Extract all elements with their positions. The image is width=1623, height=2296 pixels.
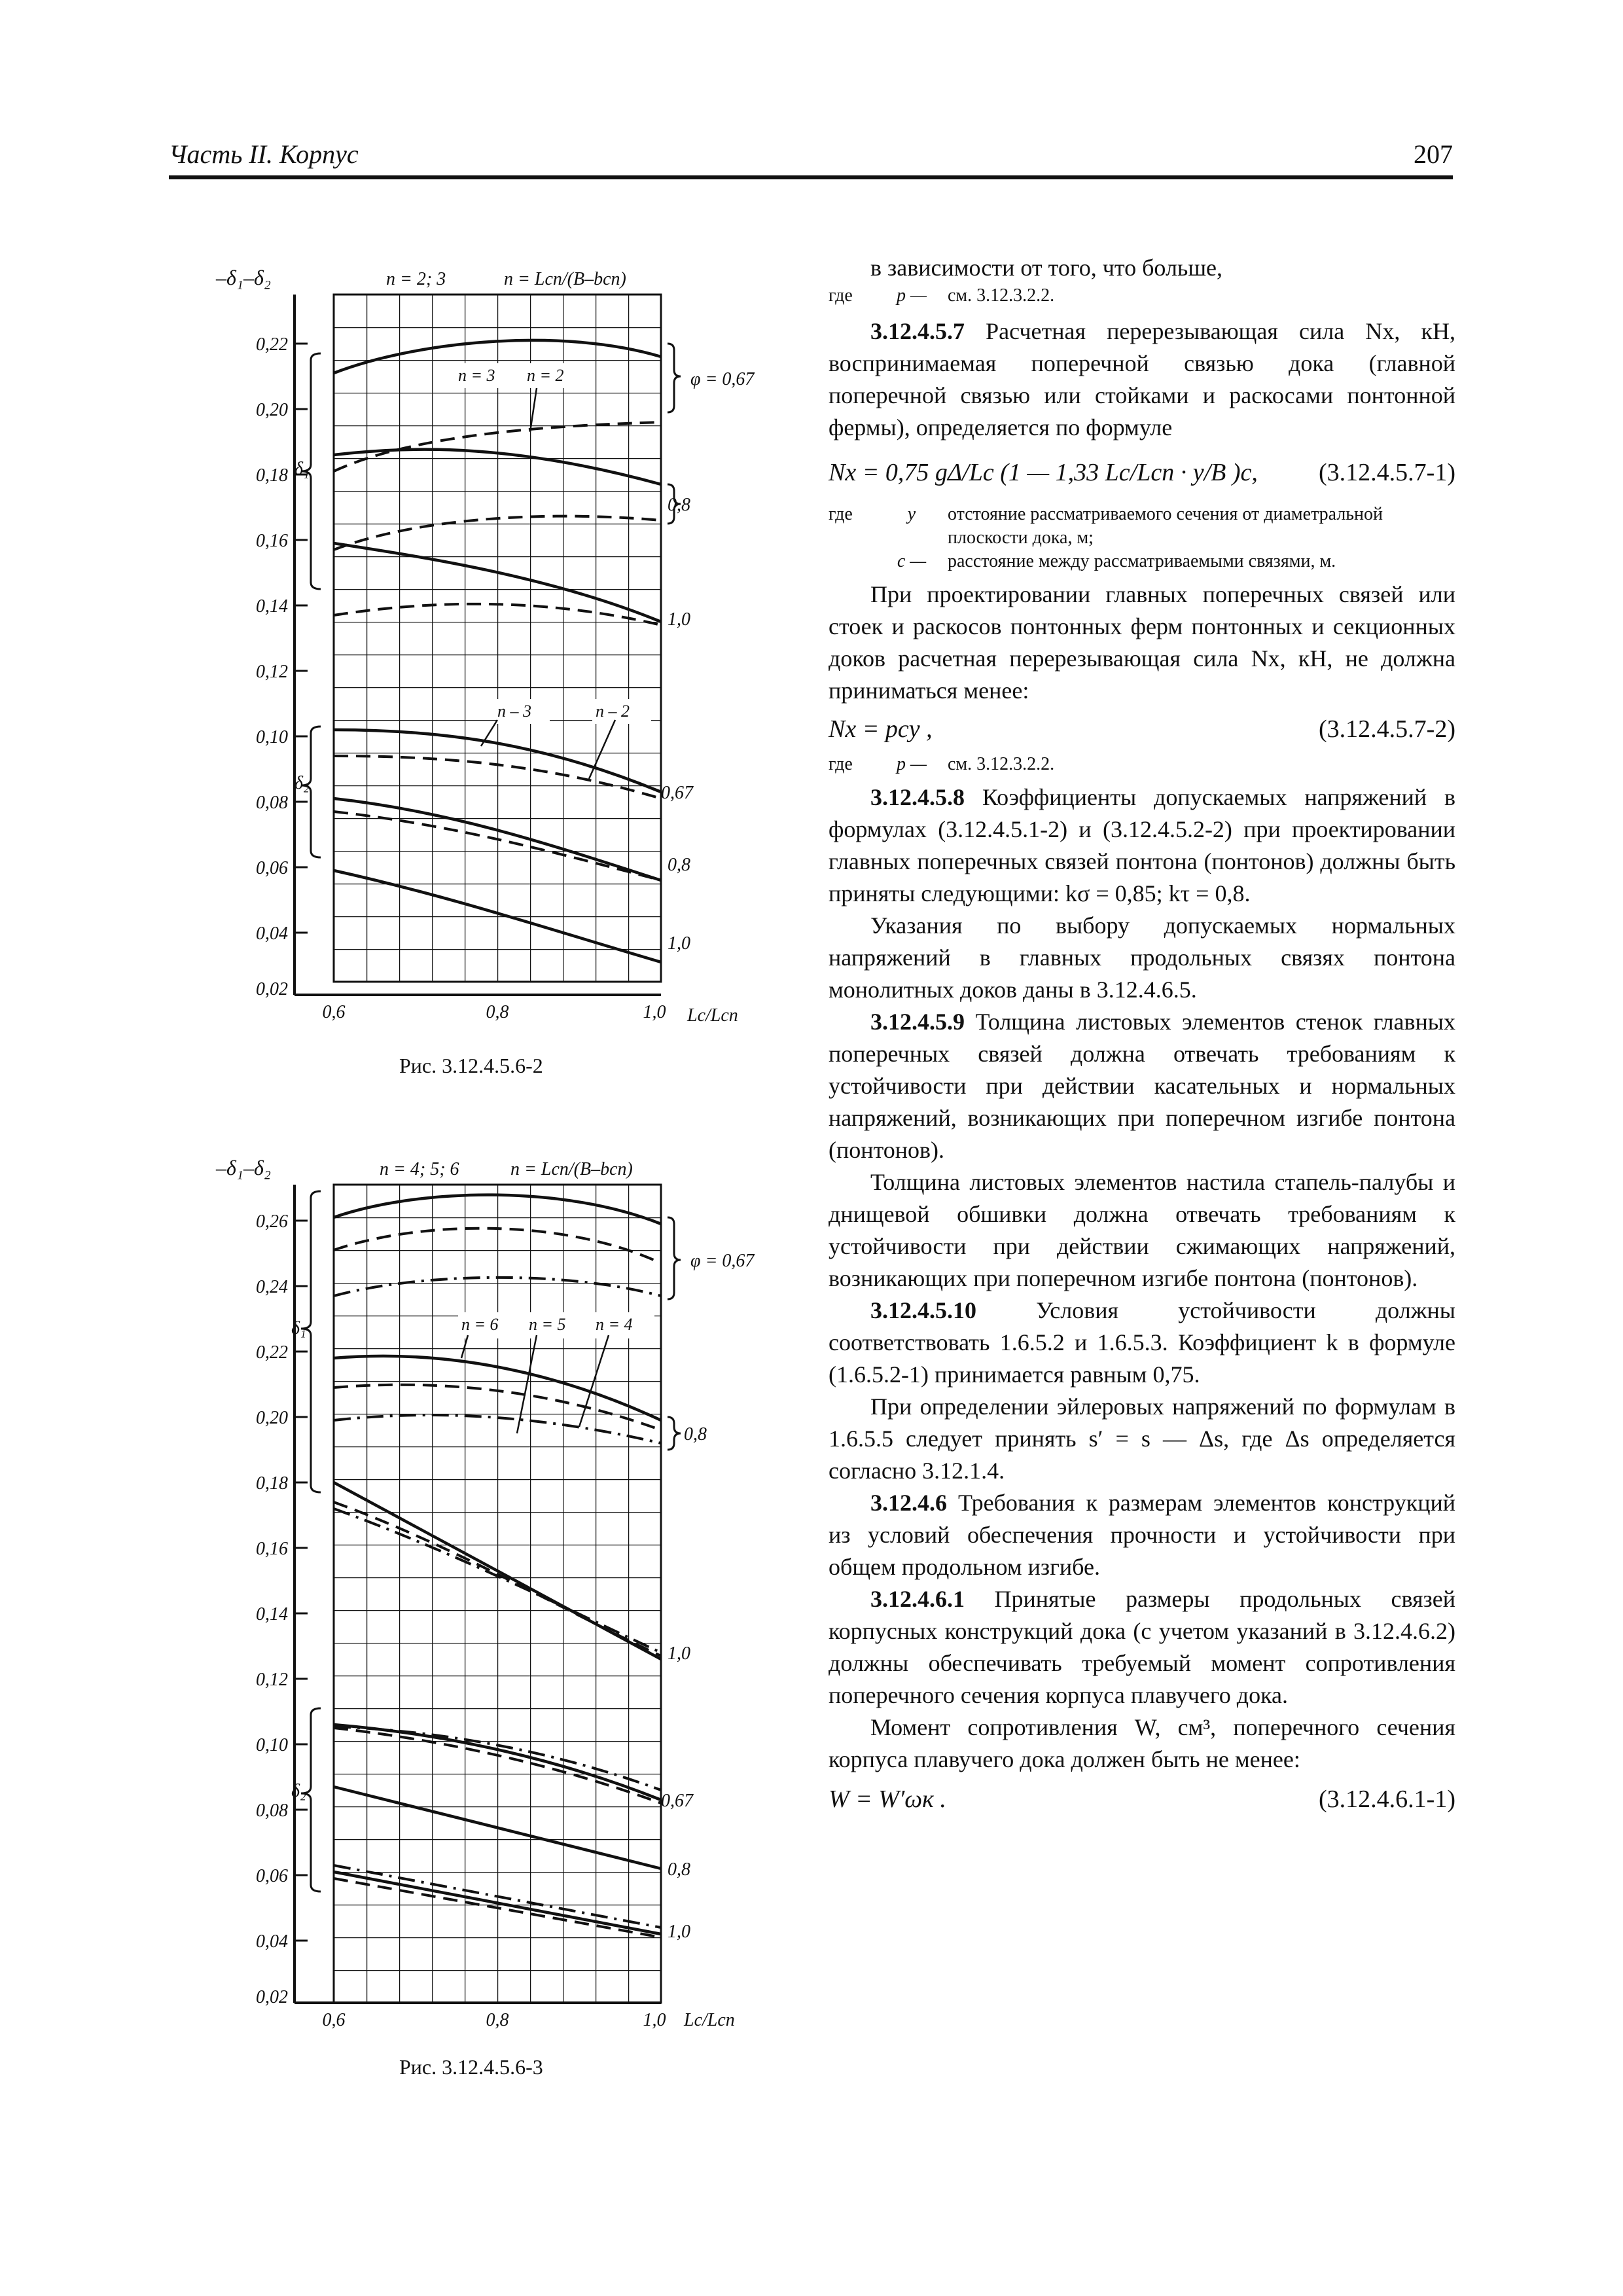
figure-1-ytick: 0,08 <box>256 793 288 813</box>
figure-1-delta2: δ₂ <box>294 773 310 793</box>
formula-body: Nx = 0,75 gΔ/Lc (1 — 1,33 Lc/Lсп · y/B )c, <box>829 459 1258 486</box>
para-3-12-4-5-7 <box>829 315 1455 444</box>
formula-body: Nx = pcy , <box>829 715 933 743</box>
where-description: расстояние между рассматриваемыми связями, м. <box>948 551 1336 571</box>
figure-1-phi067: φ = 0,67 <box>690 369 755 389</box>
where-description: отстояние рассматриваемого сечения от диаметральной плоскости дока, м; <box>948 504 1383 548</box>
figure-1-ytick: 0,18 <box>256 465 288 486</box>
formula-3-12-4-5-7-2 <box>829 707 1455 753</box>
formula-body: W = W′ωк . <box>829 1785 946 1813</box>
figure-1-ytick: 0,20 <box>256 400 288 420</box>
figure-1-xtick: 0,8 <box>486 1002 509 1022</box>
figure-2-delta2: δ₂ <box>291 1781 306 1801</box>
figure-1-ytick: 0,04 <box>256 924 288 944</box>
figure-2-phi08: 0,8 <box>684 1424 707 1444</box>
figure-1-xlabel: Lc/Lсп <box>687 1005 738 1026</box>
figure-1-delta1: δ₁ <box>294 459 310 479</box>
para-text: Толщина листовых элементов стенок главных поперечных связей должна отвечать требованиям к устойчивости при действии касательных и нормальных напряжений, возникающих при поперечном изгибе понтона (понтонов). <box>829 1009 1455 1163</box>
formula-number: (3.12.4.6.1-1) <box>1319 1785 1455 1813</box>
where-symbol: p — <box>897 285 927 306</box>
figure-2-ytick: 0,02 <box>256 1987 288 2007</box>
para-allowable-stress: Указания по выбору допускаемых нормальных напряжений в главных продольных связях понтона монолитных доков даны в 3.12.4.6.5. <box>829 912 1455 1003</box>
figure-1-xtick: 0,6 <box>322 1002 346 1022</box>
where-label: где <box>829 754 853 774</box>
figure-2-ytick: 0,16 <box>256 1539 288 1559</box>
para-3-12-4-6 <box>829 1487 1455 1583</box>
section-number: 3.12.4.5.10 <box>870 1297 976 1323</box>
figure-2-ytick: 0,14 <box>256 1604 288 1624</box>
figure-2-ytick: 0,04 <box>256 1931 288 1952</box>
page-header <box>169 139 1453 178</box>
para-3-12-4-6-1 <box>829 1583 1455 1712</box>
para-3-12-4-5-10 <box>829 1295 1455 1391</box>
where-symbol: p — <box>897 754 927 774</box>
para-3-12-4-5-8 <box>829 781 1455 910</box>
figure-1-grid <box>334 295 661 982</box>
figure-1-phi10: 1,0 <box>668 609 690 630</box>
where-description: см. 3.12.3.2.2. <box>948 285 1055 306</box>
where-block-3 <box>829 550 1455 573</box>
para-deck-plating: Толщина листовых элементов настила стапель-палубы и днищевой обшивки должна отвечать требованиям к устойчивости при действии сжимающих напряжений, возникающих при поперечном изгибе понтона (понтонов). <box>829 1169 1455 1291</box>
figure-2-ytick: 0,10 <box>256 1735 288 1755</box>
where-label: где <box>829 285 853 306</box>
section-number: 3.12.4.6.1 <box>870 1586 965 1612</box>
figure-1-d2-08: 0,8 <box>668 855 690 875</box>
figure-1-ytick: 0,02 <box>256 979 288 999</box>
figure-1-ytick: 0,16 <box>256 531 288 551</box>
formula-number: (3.12.4.5.7-2) <box>1319 715 1455 743</box>
figure-1-ytick: 0,06 <box>256 858 288 878</box>
figure-1-label-n2: n = 2 <box>527 366 564 385</box>
figure-1-plot <box>216 266 785 1034</box>
figure-2-label-n5: n = 5 <box>529 1315 566 1334</box>
para-text: Коэффициенты допускаемых напряжений в формулах (3.12.4.5.1-2) и (3.12.4.5.2-2) при проектировании главных поперечных связей понтона (понтонов) должны быть приняты следующими: kσ = 0,85; kτ = 0,8. <box>829 784 1455 906</box>
figure-2-d2-10: 1,0 <box>668 1922 690 1942</box>
figure-2-xlabel: Lc/Lсп <box>684 2010 735 2030</box>
figure-1 <box>216 266 785 1037</box>
figure-1-ytick: 0,14 <box>256 596 288 617</box>
figure-1-n-formula: n = Lсп/(B–bсп) <box>504 269 626 289</box>
figure-2-ylabel: –δ₁–δ₂ <box>216 1156 271 1179</box>
header-rule <box>169 175 1453 179</box>
figure-1-phi08: 0,8 <box>668 495 690 515</box>
figure-1-caption: Рис. 3.12.4.5.6-2 <box>399 1054 543 1077</box>
formula-3-12-4-6-1-1 <box>829 1776 1455 1821</box>
para-text: Требования к размерам элементов конструкций из условий обеспечения прочности и устойчивости при общем продольном изгибе. <box>829 1490 1455 1580</box>
figure-2-ytick: 0,18 <box>256 1473 288 1494</box>
figure-1-d2-10: 1,0 <box>668 933 690 954</box>
figure-1-label-n2b: n – 2 <box>596 702 630 721</box>
running-title: Часть II. Корпус <box>169 139 359 169</box>
figure-1-d2-067: 0,67 <box>661 783 693 803</box>
figure-2-ytick: 0,20 <box>256 1408 288 1428</box>
figure-2-n-label: n = 4; 5; 6 <box>380 1159 459 1179</box>
figure-2-delta1: δ₁ <box>291 1318 306 1338</box>
figure-2-ytick: 0,08 <box>256 1801 288 1821</box>
figure-2-ytick: 0,22 <box>256 1342 288 1363</box>
figure-2-xtick: 1,0 <box>643 2010 666 2030</box>
section-number: 3.12.4.5.7 <box>870 318 965 344</box>
figure-1-ytick: 0,12 <box>256 662 288 682</box>
para-text: Принятые размеры продольных связей корпусных конструкций дока (с учетом указаний в 3.12.4.6.2) должны обеспечивать требуемый момент сопротивления поперечного сечения корпуса плавучего дока. <box>829 1586 1455 1708</box>
para-text: Условия устойчивости должны соответствовать 1.6.5.2 и 1.6.5.3. Коэффициент k в формуле (1.6.5.2-1) принимается равным 0,75. <box>829 1297 1455 1388</box>
figure-2-xtick: 0,8 <box>486 2010 509 2030</box>
figure-1-ytick: 0,22 <box>256 334 288 355</box>
figure-1-n-label: n = 2; 3 <box>386 269 446 289</box>
text-column <box>829 252 1455 1821</box>
figure-1-ytick: 0,10 <box>256 727 288 747</box>
para-euler-stress: При определении эйлеровых напряжений по формулам в 1.6.5.5 следует принять s′ = s — Δs, где Δs определяется согласно 3.12.1.4. <box>829 1393 1455 1484</box>
formula-3-12-4-5-7-1 <box>829 444 1455 503</box>
page-number: 207 <box>1414 139 1453 169</box>
figure-2-d2-067: 0,67 <box>661 1791 693 1811</box>
para-design-transverse: При проектировании главных поперечных связей или стоек и раскосов понтонных ферм понтонных и секционных доков расчетная перерезывающая сила Nx, кН, не должна приниматься менее: <box>829 581 1455 704</box>
where-label: где <box>829 504 853 524</box>
formula-number: (3.12.4.5.7-1) <box>1319 459 1455 486</box>
figure-2-d2-08: 0,8 <box>668 1859 690 1880</box>
figure-2-ytick: 0,26 <box>256 1211 288 1232</box>
section-number: 3.12.4.5.9 <box>870 1009 965 1035</box>
where-block-2 <box>829 503 1455 550</box>
figure-2-xtick: 0,6 <box>322 2010 346 2030</box>
figure-2-label-n6: n = 6 <box>461 1315 499 1334</box>
para-section-modulus: Момент сопротивления W, см³, поперечного сечения корпуса плавучего дока должен быть не менее: <box>829 1714 1455 1772</box>
section-number: 3.12.4.6 <box>870 1490 947 1516</box>
where-symbol: c — <box>897 551 927 571</box>
figure-1-xtick: 1,0 <box>643 1002 666 1022</box>
figure-2-ytick: 0,06 <box>256 1866 288 1886</box>
where-symbol: y <box>907 504 916 524</box>
figure-1-label-n3b: n – 3 <box>497 702 531 721</box>
delta1-bracket-2 <box>301 1191 321 1492</box>
figure-2-phi10: 1,0 <box>668 1643 690 1664</box>
figure-2-caption: Рис. 3.12.4.5.6-3 <box>399 2055 543 2079</box>
figure-2-n-formula: n = Lсп/(B–bсп) <box>510 1159 633 1179</box>
figure-2-phi067: φ = 0,67 <box>690 1251 755 1271</box>
figure-2-plot <box>216 1156 785 2030</box>
para-3-12-4-5-9 <box>829 1006 1455 1166</box>
figure-1-ylabel: –δ₁–δ₂ <box>216 266 271 289</box>
para-continuation: в зависимости от того, что больше, <box>870 255 1223 281</box>
where-block-1 <box>829 284 1455 308</box>
figure-2-ytick: 0,12 <box>256 1670 288 1690</box>
where-block-4 <box>829 753 1455 776</box>
figure-2 <box>216 1156 785 2032</box>
where-description: см. 3.12.3.2.2. <box>948 754 1055 774</box>
figure-2-ytick: 0,24 <box>256 1277 288 1297</box>
figure-1-label-n3: n = 3 <box>458 366 495 385</box>
figure-2-label-n4: n = 4 <box>596 1315 633 1334</box>
section-number: 3.12.4.5.8 <box>870 784 965 810</box>
para-text: Расчетная перерезывающая сила Nx, кН, воспринимаемая поперечной связью дока (главной поперечной связью или стойками и раскосами понтонной фермы), определяется по формуле <box>829 318 1455 440</box>
